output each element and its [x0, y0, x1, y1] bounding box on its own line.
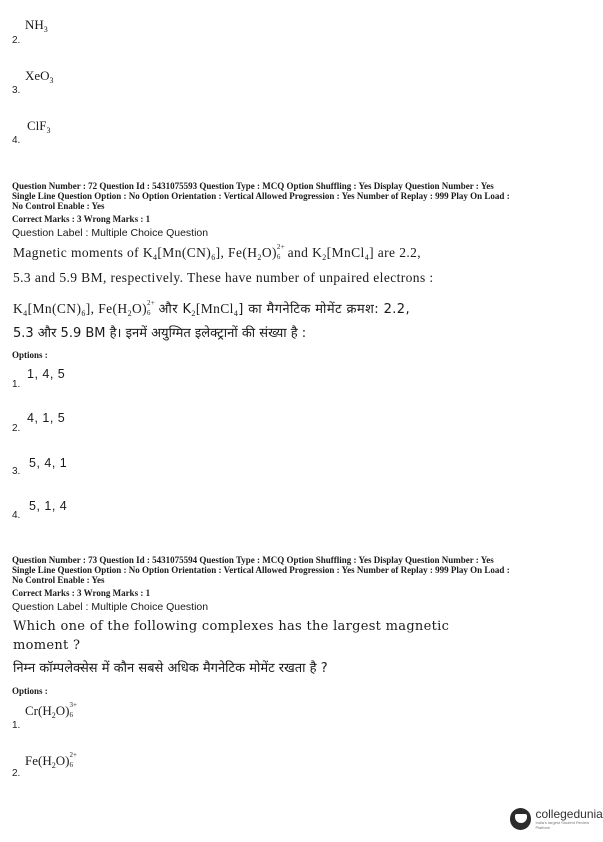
- question-text-hi: 5.3 और 5.9 BM है। इनमें अयुग्मित इलेक्ट्रानों की संख्या है :: [13, 326, 307, 341]
- option-number: 1.: [12, 379, 21, 390]
- question-text-hi: $K_4[Mn(CN)_6]$, $Fe(H_2O)$ 2+ 6 और $K_2[MnCl_4]$ का मैगनेटिक मोमेंट क्रमश: 2.2,: [13, 298, 410, 318]
- option-number: 2.: [12, 423, 21, 434]
- option-text[interactable]: 1, 4, 5: [27, 367, 66, 381]
- question-meta-line: No Control Enable : Yes: [12, 201, 105, 211]
- option-text[interactable]: 4, 1, 5: [27, 411, 66, 425]
- question-meta-line: Single Line Question Option : No Option Orientation : Vertical Allowed Progression : Yes Number of Replay : 999 Play On Load :: [12, 191, 510, 201]
- question-marks: Correct Marks : 3 Wrong Marks : 1: [12, 588, 151, 598]
- question-text-en: 5.3 and 5.9 BM, respectively. These have number of unpaired electrons :: [13, 270, 434, 285]
- option-number: 2.: [12, 768, 21, 779]
- option-number: 3.: [12, 466, 21, 477]
- option-number: 2.: [12, 35, 21, 46]
- question-marks: Correct Marks : 3 Wrong Marks : 1: [12, 214, 151, 224]
- option-number: 1.: [12, 720, 21, 731]
- question-text-en: Magnetic moments of $K_4[Mn(CN)_6]$, $Fe(H_2O)$ 2+ 6 and $K_2[MnCl_4]$ are 2.2,: [13, 242, 422, 262]
- options-heading: Options :: [12, 686, 48, 696]
- option-formula[interactable]: $Fe(H_2O)$ 2+ 6: [25, 751, 77, 770]
- question-text-en: Which one of the following complexes has the largest magnetic: [13, 619, 450, 634]
- option-text[interactable]: 5, 4, 1: [29, 456, 68, 470]
- graduate-cap-icon: [510, 808, 531, 830]
- option-formula[interactable]: $Cr(H_2O)$ 3+ 6: [25, 701, 77, 720]
- question-meta-line: Question Number : 72 Question Id : 5431075593 Question Type : MCQ Option Shuffling : Yes Display Question Number : Yes: [12, 181, 494, 191]
- option-text[interactable]: 5, 1, 4: [29, 499, 68, 513]
- option-formula: XeO$_3$: [25, 68, 54, 85]
- question-text-hi: निम्न कॉम्पलेक्सेस में कौन सबसे अधिक मैगनेटिक मोमेंट रखता है ?: [13, 661, 328, 676]
- options-heading: Options :: [12, 350, 48, 360]
- question-meta-line: No Control Enable : Yes: [12, 575, 105, 585]
- option-number: 4.: [12, 135, 21, 146]
- collegedunia-logo: [510, 808, 603, 830]
- option-number: 3.: [12, 85, 21, 96]
- question-text-en: moment ?: [13, 638, 81, 653]
- question-meta-line: Question Number : 73 Question Id : 5431075594 Question Type : MCQ Option Shuffling : Yes Display Question Number : Yes: [12, 555, 494, 565]
- question-label: Question Label : Multiple Choice Question: [12, 227, 209, 239]
- logo-tagline: India's largest Student Review Platform: [535, 820, 590, 830]
- prev-question-options: [0, 0, 595, 160]
- question-label: Question Label : Multiple Choice Question: [12, 601, 209, 613]
- option-formula: $NH_3$: [25, 17, 48, 34]
- option-number: 4.: [12, 510, 21, 521]
- question-meta-line: Single Line Question Option : No Option Orientation : Vertical Allowed Progression : Yes Number of Replay : 999 Play On Load :: [12, 565, 510, 575]
- logo-name: collegedunia: [535, 807, 603, 821]
- option-formula: ClF$_3$: [27, 118, 51, 135]
